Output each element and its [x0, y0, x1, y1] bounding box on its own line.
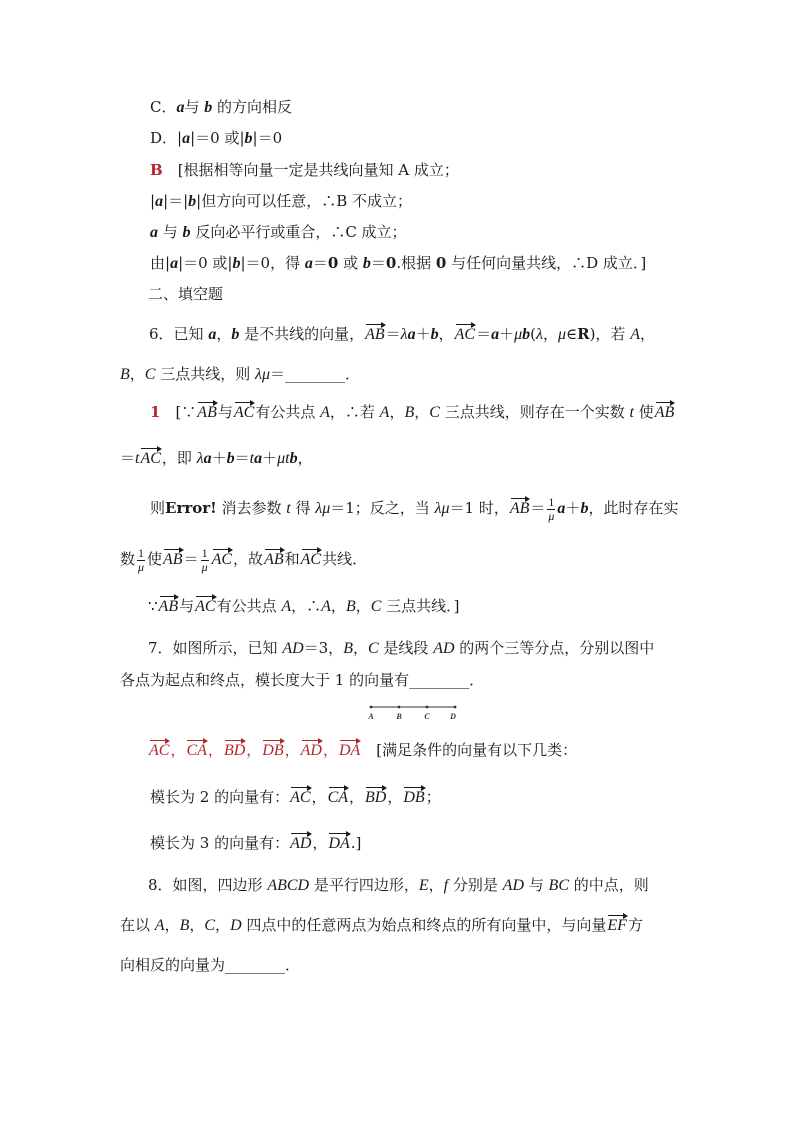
- text-run: ，∴若: [329, 403, 380, 421]
- bold-vector-symbol: b: [522, 326, 531, 343]
- bold-vector-symbol: a: [203, 450, 212, 467]
- math-variable: t: [135, 450, 140, 467]
- math-variable: BC: [548, 877, 569, 894]
- text-run: 和: [284, 550, 300, 568]
- bold-vector-symbol: b: [244, 130, 253, 147]
- math-variable: λμ: [255, 366, 270, 383]
- text-run: 使: [147, 550, 163, 568]
- math-variable: C: [144, 366, 156, 383]
- math-variable: λ: [536, 326, 543, 343]
- answer-label: B: [150, 161, 163, 179]
- bold-vector-symbol: b: [289, 450, 298, 467]
- math-variable: A: [320, 404, 330, 421]
- math-variable: B: [343, 640, 353, 657]
- math-variable: A: [630, 326, 640, 343]
- answer-5-line-3: [150, 222, 407, 243]
- text-run: 是平行四边形，: [309, 876, 419, 894]
- text-run: 的中点，则: [569, 876, 649, 894]
- text-run: 有公共点: [255, 403, 321, 421]
- bold-vector-symbol: a: [491, 326, 500, 343]
- answer-5-line-4: [150, 253, 646, 274]
- text-run: 三点共线，则: [155, 365, 256, 383]
- text-with-answer-blank: 各点为起点和终点，模长度大于 1 的向量有________．: [120, 671, 485, 689]
- vector-ac: AC: [149, 742, 170, 759]
- question-7-line-1: [148, 638, 654, 659]
- bold-vector-symbol: a: [208, 326, 217, 343]
- text-run: ，: [215, 916, 231, 934]
- fraction-denominator: μ: [138, 559, 145, 574]
- bold-vector-symbol: b: [188, 193, 197, 210]
- question-7-figure: [365, 699, 461, 725]
- answer-6-line-1: [150, 402, 675, 423]
- text-run: 模长为 3 的向量有：: [150, 834, 290, 852]
- text-run: |＝|: [163, 192, 189, 210]
- math-variable: AD: [282, 640, 304, 657]
- question-8-line-2: [120, 915, 643, 936]
- text-run: (: [530, 325, 537, 343]
- math-variable: f: [443, 877, 449, 894]
- vector-ef: EF: [607, 917, 627, 934]
- text-run: 6．已知: [149, 325, 209, 343]
- text-run: 与: [524, 876, 549, 894]
- vector-da: DA: [338, 742, 361, 759]
- vector-ab: AB: [163, 551, 183, 568]
- math-variable: C: [367, 640, 379, 657]
- text-run: 反向必平行或重合，∴C 成立；: [190, 223, 407, 241]
- answer-7-line-1: [148, 740, 577, 761]
- text-run: 与: [158, 223, 183, 241]
- math-variable: μ: [514, 326, 523, 343]
- bold-vector-symbol: a: [304, 255, 313, 272]
- math-variable: B: [120, 366, 130, 383]
- math-variable: A: [321, 598, 331, 615]
- text-run: ，: [322, 741, 338, 759]
- text-run: ，此时存在实: [588, 499, 679, 517]
- text-run: 共线．: [322, 550, 368, 568]
- vector-ca: CA: [327, 789, 349, 806]
- text-run: ，: [387, 788, 403, 806]
- text-run: ，: [311, 788, 327, 806]
- text-run: ＝: [530, 499, 546, 517]
- label-b: B: [396, 712, 402, 721]
- text-run: 三点共线，则存在一个实数: [439, 403, 630, 421]
- answer-6-line-2: [120, 448, 313, 469]
- text-run: [根据相等向量一定是共线向量知 A 成立；: [162, 161, 459, 179]
- point-a: [370, 706, 373, 709]
- text-run: ＝: [120, 449, 136, 467]
- text-run: .]: [350, 834, 362, 852]
- text-run: ，: [389, 403, 405, 421]
- vector-bd: BD: [365, 789, 387, 806]
- vector-ac: AC: [211, 551, 233, 568]
- text-run: )，若: [589, 325, 631, 343]
- text-run: 与: [217, 403, 233, 421]
- text-run: 模长为 2 的向量有：: [150, 788, 290, 806]
- math-variable: μ: [557, 326, 566, 343]
- vector-ad: AD: [290, 835, 312, 852]
- text-run: ，: [297, 449, 313, 467]
- text-run: 二、填空题: [148, 285, 224, 303]
- math-variable: A: [154, 917, 165, 934]
- text-run: 使: [633, 403, 654, 421]
- bold-vector-symbol: a: [407, 326, 416, 343]
- bold-vector-symbol: b: [580, 500, 589, 517]
- text-run: 方: [627, 916, 643, 934]
- vector-da: DA: [328, 835, 350, 852]
- text-run: 在以: [120, 916, 155, 934]
- math-variable: C: [370, 598, 382, 615]
- label-d: D: [450, 712, 456, 721]
- text-run: [∵: [160, 403, 197, 421]
- text-run: 则: [150, 499, 166, 517]
- math-variable: B: [345, 598, 356, 615]
- math-variable: D: [230, 917, 242, 934]
- text-run: 或: [338, 254, 363, 272]
- text-run: 三点共线．]: [381, 597, 460, 615]
- math-variable: A: [281, 598, 292, 615]
- bold-vector-symbol: a: [176, 99, 185, 116]
- text-run: C．: [150, 98, 177, 116]
- text-run: 消去参数: [216, 499, 287, 517]
- text-run: ，: [352, 639, 368, 657]
- vector-ac: AC: [195, 598, 216, 615]
- text-run: ，: [355, 597, 371, 615]
- fraction-numerator: 1: [138, 545, 145, 560]
- text-run: ＋: [565, 499, 581, 517]
- math-variable: λμ: [434, 500, 450, 517]
- point-d: [454, 706, 457, 709]
- option-d: [150, 128, 282, 149]
- text-run: ，: [216, 325, 232, 343]
- math-variable: t: [249, 450, 255, 467]
- text-run: ，: [246, 741, 262, 759]
- text-run: 是不共线的向量，: [239, 325, 365, 343]
- text-run: |＝0 或|: [190, 129, 245, 147]
- text-run: ，故: [233, 550, 264, 568]
- text-run: ＝: [385, 325, 401, 343]
- vector-ab: AB: [509, 500, 530, 517]
- text-run: 由|: [150, 254, 171, 272]
- text-run: ，即: [161, 449, 197, 467]
- fraction-denominator: μ: [201, 559, 208, 574]
- text-run: 数: [120, 550, 136, 568]
- fraction-denominator: μ: [548, 508, 555, 523]
- bold-vector-symbol: a: [150, 224, 158, 241]
- answer-6-line-4: [120, 545, 368, 574]
- text-run: ＋: [262, 449, 278, 467]
- text-run: |＝0: [252, 129, 283, 147]
- label-c: C: [424, 712, 430, 721]
- text-run: ；: [425, 788, 441, 806]
- math-variable: B: [179, 917, 190, 934]
- vector-db: DB: [262, 742, 284, 759]
- text-run: ＝1 时，: [449, 499, 509, 517]
- math-variable: A: [379, 404, 390, 421]
- answer-label: 1: [150, 403, 161, 421]
- fraction: [137, 547, 145, 574]
- math-variable: λ: [400, 326, 408, 343]
- text-with-answer-blank: 向相反的向量为________．: [120, 956, 301, 974]
- bold-vector-symbol: a: [170, 255, 179, 272]
- text-run: |＝0，得: [240, 254, 305, 272]
- text-run: |: [150, 192, 156, 210]
- text-run: ，: [284, 741, 300, 759]
- text-run: 四点中的任意两点为始点和终点的所有向量中，与向量: [241, 916, 607, 934]
- text-run: ∵: [148, 597, 158, 615]
- fraction: [201, 547, 209, 574]
- bold-vector-symbol: b: [362, 255, 371, 272]
- text-run: ＝1；反之，当: [330, 499, 435, 517]
- question-8-line-1: [148, 875, 649, 896]
- text-run: [满足条件的向量有以下几类：: [361, 741, 578, 759]
- text-run: |＝0 或|: [178, 254, 233, 272]
- vector-bd: BD: [223, 742, 246, 759]
- text-run: ，: [164, 916, 180, 934]
- vector-ab: AB: [158, 598, 179, 615]
- math-variable: λμ: [315, 500, 331, 517]
- bold-vector-symbol: a: [182, 130, 191, 147]
- bold-symbol: Error!: [165, 499, 217, 517]
- question-8-line-3: [120, 955, 300, 975]
- vector-ab: AB: [365, 326, 385, 343]
- vector-ac: AC: [140, 450, 161, 467]
- text-run: D．|: [150, 129, 183, 147]
- bold-vector-symbol: a: [254, 450, 263, 467]
- bold-vector-symbol: b: [182, 224, 191, 241]
- text-run: ，: [170, 741, 186, 759]
- text-with-answer-blank: ＝________．: [269, 365, 360, 383]
- bold-vector-symbol: b: [232, 255, 241, 272]
- label-a: A: [368, 712, 374, 721]
- text-run: ，: [414, 403, 430, 421]
- point-b: [398, 706, 401, 709]
- math-variable: t: [629, 404, 634, 421]
- text-run: ＝3，: [303, 639, 344, 657]
- text-run: 与: [184, 98, 205, 116]
- text-run: ，: [312, 834, 328, 852]
- text-run: ，: [639, 325, 655, 343]
- text-run: ，: [129, 365, 145, 383]
- bold-symbol: 0: [327, 254, 339, 272]
- bold-vector-symbol: b: [204, 99, 213, 116]
- text-run: ＋: [211, 449, 227, 467]
- point-c: [426, 706, 429, 709]
- answer-7-line-3: [150, 833, 361, 854]
- section-heading: [148, 284, 223, 304]
- vector-ac: AC: [233, 404, 255, 421]
- vector-ac: AC: [300, 551, 322, 568]
- answer-7-line-2: [150, 787, 441, 808]
- bold-symbol: 0: [385, 254, 397, 272]
- answer-5-line-2: [150, 191, 412, 212]
- bold-vector-symbol: b: [226, 450, 235, 467]
- text-run: ＝: [370, 254, 386, 272]
- text-run: 8．如图，四边形: [148, 876, 268, 894]
- bold-vector-symbol: b: [430, 326, 439, 343]
- math-variable: AD: [502, 877, 524, 894]
- answer-6-line-3: [150, 494, 679, 523]
- text-run: 与任何向量共线，∴D 成立．]: [446, 254, 647, 272]
- math-variable: C: [204, 917, 216, 934]
- question-6-line-2: [120, 364, 360, 385]
- text-run: 的方向相反: [212, 98, 293, 116]
- text-run: ，: [330, 597, 346, 615]
- vector-ca: CA: [186, 742, 207, 759]
- vector-ab: AB: [197, 404, 217, 421]
- text-run: 与: [179, 597, 195, 615]
- answer-5-line-1: [150, 160, 459, 180]
- math-variable: AD: [433, 640, 455, 657]
- bold-vector-symbol: a: [557, 500, 566, 517]
- text-run: 有公共点: [216, 597, 282, 615]
- question-7-line-2: [120, 670, 484, 690]
- text-run: .根据: [396, 254, 436, 272]
- vector-ac: AC: [290, 789, 311, 806]
- math-variable: t: [286, 500, 291, 517]
- text-run: |但方向可以任意，∴B 不成立；: [196, 192, 413, 210]
- question-6-line-1: [149, 324, 655, 345]
- text-run: ，: [438, 325, 454, 343]
- option-c: [150, 97, 292, 118]
- fraction-numerator: 1: [548, 494, 555, 509]
- math-variable: C: [429, 404, 440, 421]
- bold-symbol: R: [577, 325, 590, 343]
- text-run: 的两个三等分点，分别以图中: [454, 639, 655, 657]
- text-run: ，: [542, 325, 558, 343]
- text-run: ，: [189, 916, 205, 934]
- text-run: ，: [428, 876, 444, 894]
- math-variable: λ: [196, 450, 204, 467]
- vector-ab: AB: [264, 551, 284, 568]
- fraction: [547, 496, 555, 523]
- math-variable: μt: [277, 450, 290, 467]
- text-run: ＝: [234, 449, 250, 467]
- text-run: ，: [207, 741, 223, 759]
- text-run: ＝: [183, 550, 199, 568]
- text-run: 分别是: [448, 876, 503, 894]
- vector-ab: AB: [654, 404, 675, 421]
- text-run: ，∴: [291, 597, 322, 615]
- answer-6-line-5: [148, 596, 460, 617]
- math-variable: E: [418, 877, 429, 894]
- text-run: ＋: [499, 325, 515, 343]
- vector-db: DB: [403, 789, 425, 806]
- text-run: ，: [349, 788, 365, 806]
- math-variable: B: [404, 404, 415, 421]
- text-run: 7．如图所示，已知: [148, 639, 283, 657]
- text-run: ＝: [476, 325, 492, 343]
- text-run: 得: [290, 499, 316, 517]
- bold-symbol: 0: [435, 254, 447, 272]
- math-variable: ABCD: [267, 877, 310, 894]
- vector-ad: AD: [300, 742, 322, 759]
- vector-ac: AC: [454, 326, 476, 343]
- text-run: ∈: [566, 325, 578, 343]
- fraction-numerator: 1: [201, 545, 208, 560]
- text-run: 是线段: [378, 639, 434, 657]
- bold-vector-symbol: b: [231, 326, 240, 343]
- text-run: ＝: [312, 254, 328, 272]
- bold-vector-symbol: a: [155, 193, 164, 210]
- text-run: ＋: [415, 325, 431, 343]
